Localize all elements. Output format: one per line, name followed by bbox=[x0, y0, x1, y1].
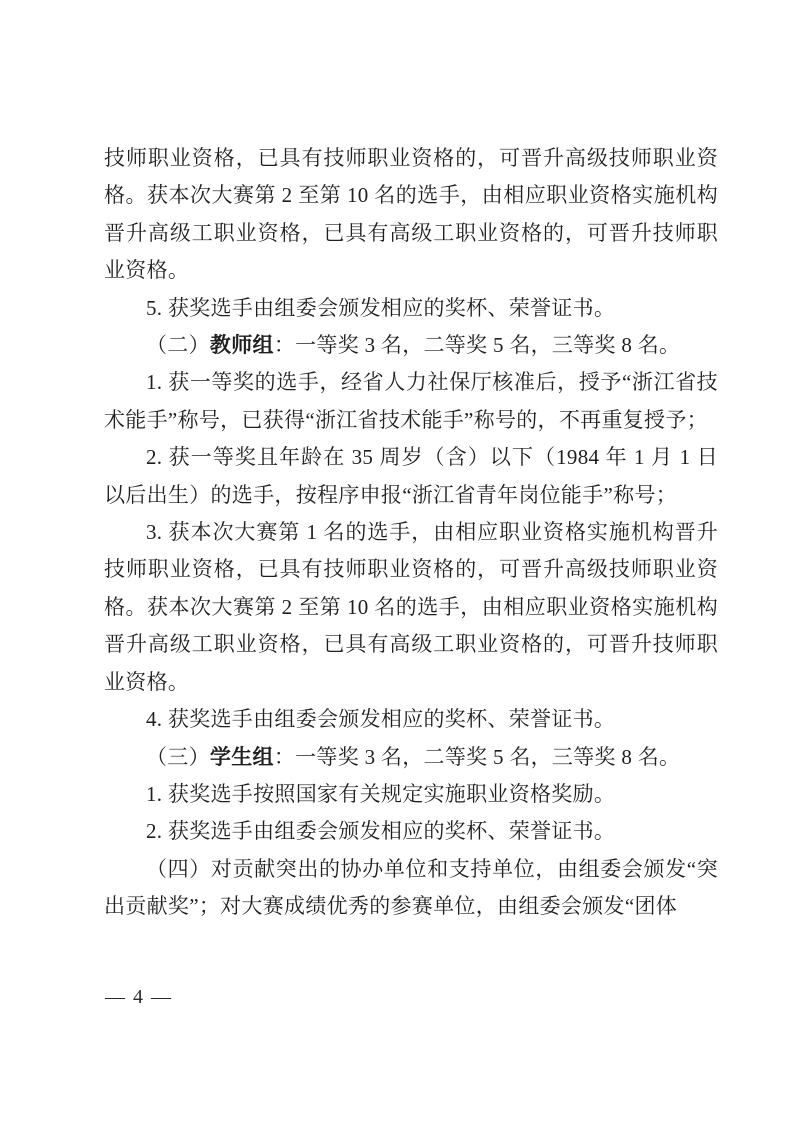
teacher-group-label: 教师组 bbox=[209, 333, 274, 358]
paragraph-section-3-student-heading bbox=[104, 739, 718, 776]
paragraph-continuation-worker-group bbox=[104, 140, 718, 290]
paragraph-teacher-item-2 bbox=[104, 439, 718, 514]
text-run: 一等奖 3 名，二等奖 5 名，三等奖 8 名。 bbox=[295, 744, 681, 769]
text-run: 5. 获奖选手由组委会颁发相应的奖杯、荣誉证书。 bbox=[146, 295, 616, 320]
page-number: — 4 — bbox=[105, 986, 173, 1008]
document-body bbox=[104, 140, 718, 926]
text-run: 技师职业资格，已具有技师职业资格的，可晋升高级技师职业资格。获本次大赛第 2 至第 10 名的选手，由相应职业资格实施机构晋升高级工职业资格，已具有高级工职业资格的，可晋升技师职业资格。 bbox=[104, 146, 718, 283]
text-run: 1. 获一等奖的选手，经省人力社保厅核准后，授予“浙江省技术能手”称号，已获得“浙江省技术能手”称号的，不再重复授予； bbox=[104, 370, 718, 432]
text-run: 3. 获本次大赛第 1 名的选手，由相应职业资格实施机构晋升技师职业资格，已具有技师职业资格的，可晋升高级技师职业资格。获本次大赛第 2 至第 10 名的选手，由相应职业资格实施机构晋升高级工职业资格，已具有高级工职业资格的，可晋升技师职业资格。 bbox=[104, 520, 718, 694]
paragraph-item-5-worker-group bbox=[104, 290, 718, 327]
text-run: 2. 获奖选手由组委会颁发相应的奖杯、荣誉证书。 bbox=[146, 819, 616, 844]
paragraph-student-item-2 bbox=[104, 813, 718, 850]
text-run: 1. 获奖选手按照国家有关规定实施职业资格奖励。 bbox=[146, 781, 616, 806]
text-run: 2. 获一等奖且年龄在 35 周岁（含）以下（1984 年 1 月 1 日以后出生）的选手，按程序申报“浙江省青年岗位能手”称号； bbox=[104, 445, 718, 507]
text-run: 一等奖 3 名，二等奖 5 名，三等奖 8 名。 bbox=[295, 333, 681, 358]
paragraph-section-4-unit-awards bbox=[104, 851, 718, 926]
text-run: 4. 获奖选手由组委会颁发相应的奖杯、荣誉证书。 bbox=[146, 707, 616, 732]
paragraph-teacher-item-1 bbox=[104, 364, 718, 439]
text-run: ： bbox=[273, 333, 296, 358]
text-run: （四）对贡献突出的协办单位和支持单位，由组委会颁发“突出贡献奖”；对大赛成绩优秀的参赛单位，由组委会颁发“团体 bbox=[104, 856, 718, 919]
paragraph-section-2-teacher-heading bbox=[104, 327, 718, 364]
text-run: （二） bbox=[146, 333, 210, 358]
text-run: ： bbox=[273, 744, 296, 769]
paragraph-teacher-item-3 bbox=[104, 514, 718, 701]
text-run: （三） bbox=[146, 744, 210, 769]
paragraph-student-item-1 bbox=[104, 776, 718, 813]
student-group-label: 学生组 bbox=[209, 744, 274, 769]
paragraph-teacher-item-4 bbox=[104, 701, 718, 738]
